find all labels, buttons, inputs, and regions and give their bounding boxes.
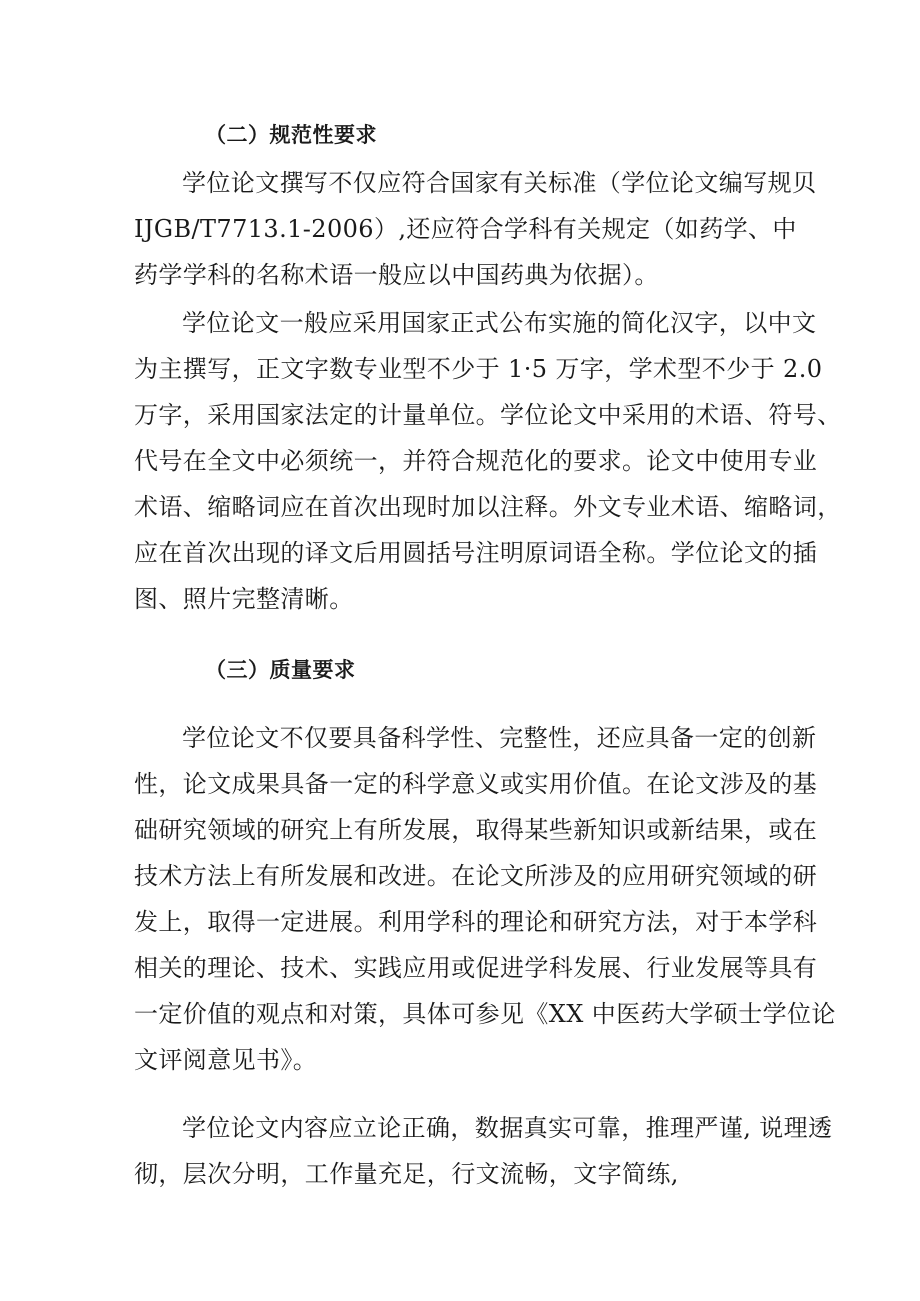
text-line: 技术方法上有所发展和改进。在论文所涉及的应用研究领域的研 bbox=[134, 862, 818, 890]
section-heading-quality: （三）质量要求 bbox=[205, 658, 356, 682]
text-line: 础研究领域的研究上有所发展，取得某些新知识或新结果，或在 bbox=[134, 816, 818, 844]
text-line: 为主撰写，正文字数专业型不少于 1·5 万字，学术型不少于 2.0 bbox=[134, 355, 823, 383]
text-line: 学位论文一般应采用国家正式公布实施的简化汉字，以中文 bbox=[182, 309, 817, 337]
paragraph-innovation bbox=[134, 715, 836, 1083]
paragraph-language-units bbox=[134, 300, 842, 622]
text-line: 相关的理论、技术、实践应用或促进学科发展、行业发展等具有 bbox=[134, 954, 818, 982]
paragraph-standards bbox=[134, 160, 816, 298]
paragraph-content-quality bbox=[134, 1105, 832, 1197]
text-line: 彻，层次分明，工作量充足，行文流畅，文字简练, bbox=[134, 1160, 679, 1188]
text-line: IJGB/T7713.1-2006）,还应符合学科有关规定（如药学、中 bbox=[134, 215, 797, 243]
text-line: 学位论文不仅要具备科学性、完整性，还应具备一定的创新 bbox=[182, 724, 817, 752]
text-line: 发上，取得一定进展。利用学科的理论和研究方法，对于本学科 bbox=[134, 908, 818, 936]
text-line: 术语、缩略词应在首次出现时加以注释。外文专业术语、缩略词， bbox=[134, 493, 842, 521]
text-line: 图、照片完整清晰。 bbox=[134, 585, 354, 613]
text-line: 一定价值的观点和对策，具体可参见《XX 中医药大学硕士学位论 bbox=[134, 1000, 836, 1028]
text-line: 药学学科的名称术语一般应以中国药典为依据）。 bbox=[134, 261, 659, 289]
section-heading-normative: （二）规范性要求 bbox=[205, 123, 377, 147]
text-line: 文评阅意见书》。 bbox=[134, 1046, 318, 1074]
text-line: 代号在全文中必须统一，并符合规范化的要求。论文中使用专业 bbox=[134, 447, 818, 475]
text-line: 学位论文内容应立论正确，数据真实可靠，推理严谨, 说理透 bbox=[182, 1114, 833, 1142]
text-line: 学位论文撰写不仅应符合国家有关标准（学位论文编写规贝 bbox=[182, 169, 817, 197]
text-line: 性，论文成果具备一定的科学意义或实用价值。在论文涉及的基 bbox=[134, 770, 818, 798]
text-line: 万字，采用国家法定的计量单位。学位论文中采用的术语、符号、 bbox=[134, 401, 842, 429]
text-line: 应在首次出现的译文后用圆括号注明原词语全称。学位论文的插 bbox=[134, 539, 818, 567]
